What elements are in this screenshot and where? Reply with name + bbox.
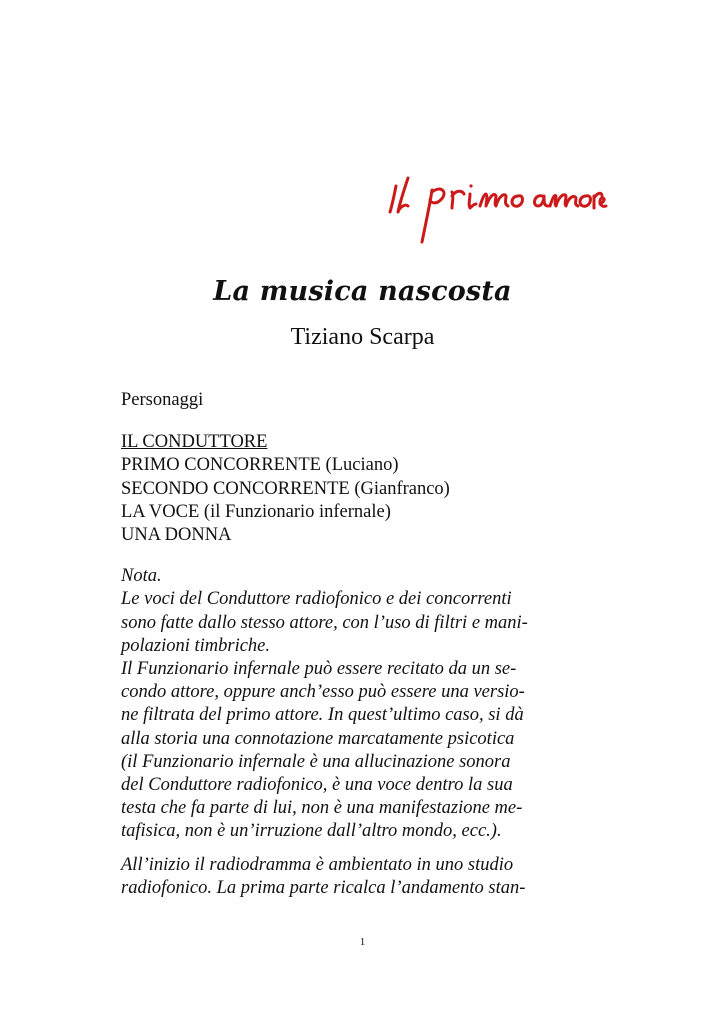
note-line: Le voci del Conduttore radiofonico e dei concorrenti [121, 589, 512, 610]
note-line: ne filtrata del primo attore. In quest’ultimo caso, si dà [121, 705, 524, 726]
note-paragraph [121, 565, 601, 843]
character-item: PRIMO CONCORRENTE (Luciano) [121, 455, 399, 476]
character-item: LA VOCE (il Funzionario infernale) [121, 501, 391, 522]
logo-il-primo-amore [388, 176, 608, 246]
intro-line: All’inizio il radiodramma è ambientato in uno studio [121, 854, 514, 875]
page-number: 1 [359, 936, 366, 948]
character-item: IL CONDUTTORE [121, 432, 268, 453]
note-line: del Conduttore radiofonico, è una voce dentro la sua [121, 775, 513, 796]
character-item: SECONDO CONCORRENTE (Gianfranco) [121, 478, 450, 499]
note-line: condo attore, oppure anch’esso può essere una versio- [121, 682, 525, 703]
intro-line: radiofonico. La prima parte ricalca l’andamento stan- [121, 877, 526, 898]
note-line: testa che fa parte di lui, non è una manifestazione me- [121, 798, 523, 819]
characters-list [121, 431, 601, 547]
document-title: La musica nascosta [213, 276, 512, 307]
note-line: tafisica, non è un’irruzione dall’altro mondo, ecc.). [121, 821, 502, 842]
document-author: Tiziano Scarpa [290, 324, 435, 350]
character-item: UNA DONNA [121, 525, 232, 546]
note-line: polazioni timbriche. [121, 635, 271, 656]
note-line: Il Funzionario infernale può essere recitato da un se- [121, 659, 517, 680]
note-line: sono fatte dallo stesso attore, con l’uso di filtri e mani- [121, 612, 528, 633]
intro-paragraph [121, 854, 601, 900]
note-line: Nota. [121, 566, 162, 587]
logo-handwriting-icon [388, 176, 608, 246]
characters-heading: Personaggi [121, 390, 204, 410]
document-body [121, 389, 601, 910]
note-line: (il Funzionario infernale è una allucinazione sonora [121, 751, 511, 772]
note-line: alla storia una connotazione marcatamente psicotica [121, 728, 515, 749]
